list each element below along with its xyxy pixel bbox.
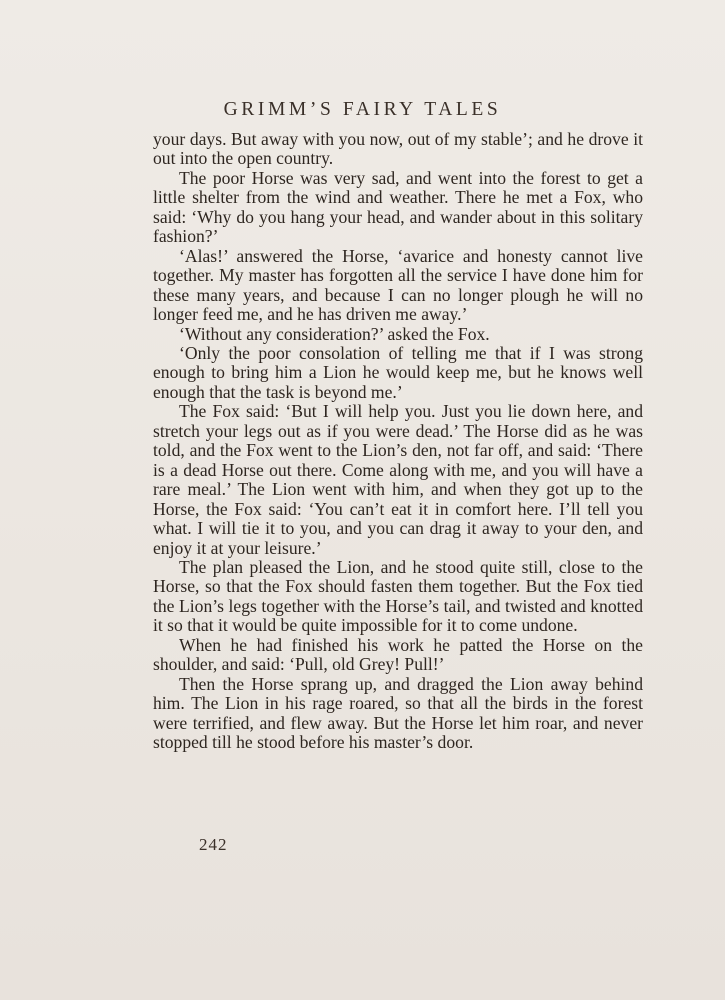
- paragraph-4: ‘Without any consideration?’ asked the Fox.: [179, 323, 490, 344]
- paragraph-1: your days. But away with you now, out of my stable’; and he drove it out into the open country.: [153, 129, 643, 169]
- paragraph-5: ‘Only the poor consolation of telling me that if I was strong enough to bring him a Lion he would keep me, but he knows well enough that the task is beyond me.’: [153, 342, 643, 402]
- paragraph-9: Then the Horse sprang up, and dragged the Lion away behind him. The Lion in his rage roared, so that all the birds in the forest were terrified, and flew away. But the Horse let him roar, and never stopped till he stood before his master’s door.: [153, 673, 643, 753]
- body-text: [153, 130, 643, 753]
- page-number: 242: [199, 835, 228, 854]
- paragraph-7: The plan pleased the Lion, and he stood quite still, close to the Horse, so that the Fox should fasten them together. But the Fox tied the Lion’s legs together with the Horse’s tail, and twisted and knotted it so that it would be quite impossible for it to come undone.: [153, 556, 643, 636]
- paragraph-8: When he had finished his work he patted the Horse on the shoulder, and said: ‘Pull, old Grey! Pull!’: [153, 634, 643, 675]
- paragraph-6: The Fox said: ‘But I will help you. Just you lie down here, and stretch your legs out as if you were dead.’ The Horse did as he was told, and the Fox went to the Lion’s den, not far off, and said: ‘There is a dead Horse out there. Come along with me, and you will have a rare meal.’ The Lion went with him, and when they got up to the Horse, the Fox said: ‘You can’t eat it in comfort here. I’ll tell you what. I will tie it to you, and you can drag it away to your den, and enjoy it at your leisure.’: [153, 401, 643, 558]
- paragraph-2: The poor Horse was very sad, and went into the forest to get a little shelter from the wind and weather. There he met a Fox, who said: ‘Why do you hang your head, and wander about in this solitary fashion?’: [153, 167, 643, 247]
- running-head: GRIMM’S FAIRY TALES: [223, 99, 502, 120]
- paragraph-3: ‘Alas!’ answered the Horse, ‘avarice and honesty cannot live together. My master has forgotten all the service I have done him for these many years, and because I can no longer plough he will no longer feed me, and he has driven me away.’: [153, 245, 643, 325]
